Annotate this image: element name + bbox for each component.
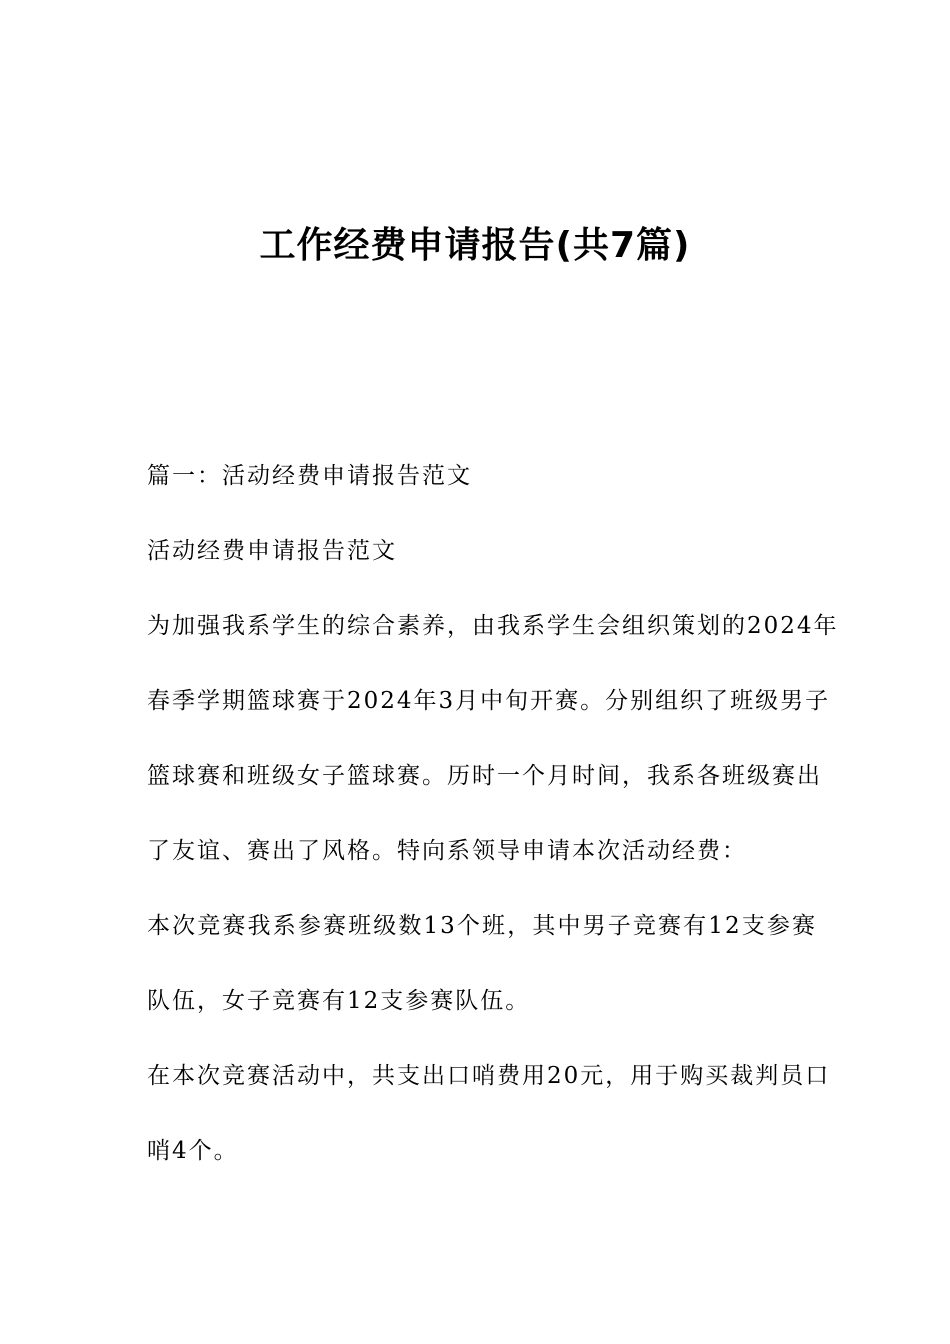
paragraph-line: 春季学期篮球赛于2024年3月中旬开赛。分别组织了班级男子	[147, 688, 831, 714]
section-subheading: 活动经费申请报告范文	[147, 538, 397, 564]
document-title: 工作经费申请报告(共7篇)	[259, 225, 691, 266]
paragraph-line: 队伍，女子竞赛有12支参赛队伍。	[147, 988, 531, 1014]
paragraph-line: 本次竞赛我系参赛班级数13个班，其中男子竞赛有12支参赛	[147, 913, 817, 939]
paragraph-line: 为加强我系学生的综合素养，由我系学生会组织策划的2024年	[147, 613, 839, 639]
paragraph-line: 了友谊、赛出了风格。特向系领导申请本次活动经费：	[147, 838, 747, 864]
paragraph-line: 哨4个。	[147, 1138, 239, 1164]
paragraph-line: 篮球赛和班级女子篮球赛。历时一个月时间，我系各班级赛出	[147, 763, 822, 789]
paragraph-line: 在本次竞赛活动中，共支出口哨费用20元，用于购买裁判员口	[147, 1063, 831, 1089]
section-heading: 篇一：活动经费申请报告范文	[147, 463, 472, 489]
